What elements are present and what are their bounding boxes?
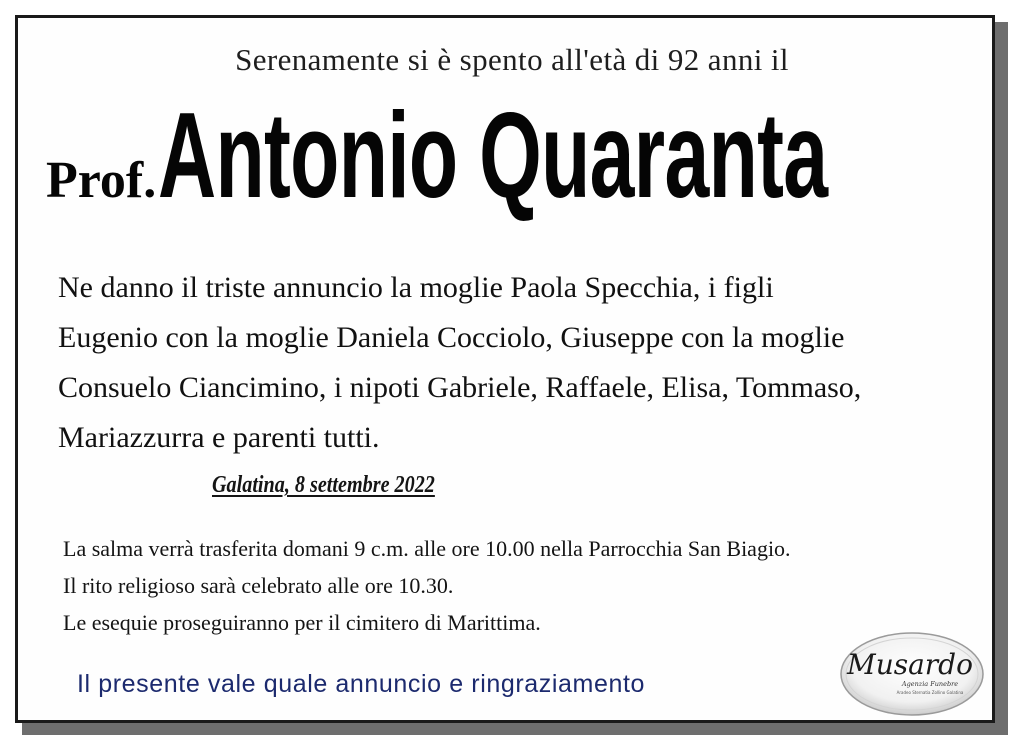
intro-text: Serenamente si è spento all'età di 92 anni il	[235, 42, 789, 77]
funeral-details	[63, 530, 791, 641]
musardo-logo-emblem	[838, 630, 986, 718]
announcement-paragraph	[58, 263, 958, 463]
details-line: Il rito religioso sarà celebrato alle ore 10.30.	[63, 573, 454, 598]
details-line: La salma verrà trasferita domani 9 c.m. alle ore 10.00 nella Parrocchia San Biagio.	[63, 536, 791, 561]
details-line: Le esequie proseguiranno per il cimitero di Marittima.	[63, 610, 541, 635]
logo-name: Musardo	[847, 648, 973, 681]
announcement-line: Eugenio con la moglie Daniela Cocciolo, Giuseppe con la moglie	[58, 321, 845, 354]
place-date: Galatina, 8 settembre 2022	[212, 472, 435, 498]
logo-subtitle: Agenzia Funebre	[901, 680, 959, 688]
title-prefix: Prof.	[46, 152, 157, 209]
announcement-line: Ne danno il triste annuncio la moglie Paola Specchia, i figli	[58, 271, 774, 304]
announcement-line: Consuelo Ciancimino, i nipoti Gabriele, Raffaele, Elisa, Tommaso,	[58, 371, 862, 404]
deceased-name: Antonio Quaranta	[158, 87, 828, 223]
closing-text: Il presente vale quale annuncio e ringraziamento	[77, 670, 646, 698]
announcement-line: Mariazzurra e parenti tutti.	[58, 421, 380, 454]
deceased-name-line	[46, 80, 1024, 230]
logo-fine-print: Aradeo Sternatia Zollino Galatina	[896, 690, 964, 695]
